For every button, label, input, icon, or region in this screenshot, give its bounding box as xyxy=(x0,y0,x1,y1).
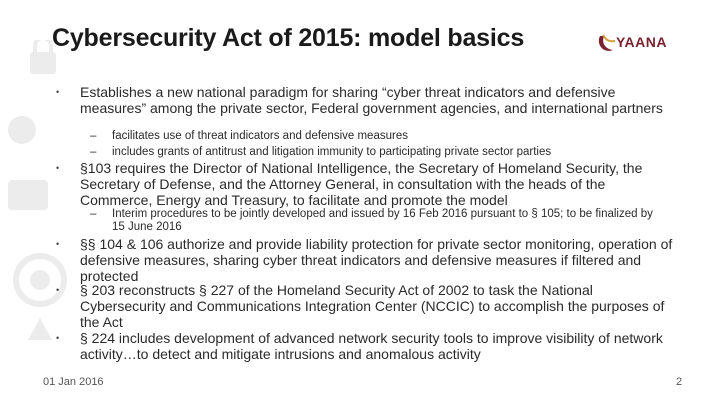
bullet-marker: • xyxy=(56,285,60,295)
decorative-side-icons xyxy=(0,40,78,370)
bullet-item xyxy=(56,282,680,330)
sub-bullet-marker: – xyxy=(90,208,97,220)
bullet-text: § 203 reconstructs § 227 of the Homeland Security Act of 2002 to task the National Cybersecurity and Communications Integration Center (NCCIC) to accomplish the purposes of the Act xyxy=(80,282,665,330)
globe-icon xyxy=(8,116,36,144)
sub-bullet-text: includes grants of antitrust and litigation immunity to participating private sector parties xyxy=(112,146,552,158)
bullet-item xyxy=(56,236,680,284)
logo-swoosh-icon xyxy=(597,32,617,54)
sub-bullet-item xyxy=(90,146,672,159)
bullet-text: §§ 104 & 106 authorize and provide liability protection for private sector monitoring, operation of defensive measures, sharing cyber threat indicators and defensive measures if filtered and protected xyxy=(80,236,673,284)
lock-icon xyxy=(30,52,56,74)
bullet-item xyxy=(56,330,680,362)
shield-icon xyxy=(8,180,48,210)
sub-bullet-marker: – xyxy=(90,130,97,142)
bullet-text: §103 requires the Director of National Intelligence, the Secretary of Homeland Security, the Secretary of Defense, and the Attorney General, in consultation with the heads of the Commerce, Energy and Treasury, to facilitate and promote the model xyxy=(80,160,643,208)
bullet-text: § 224 includes development of advanced network security tools to improve visibility of network activity…to detect and mitigate intrusions and anomalous activity xyxy=(80,330,663,362)
bullet-marker: • xyxy=(56,333,60,343)
sub-bullet-text: facilitates use of threat indicators and defensive measures xyxy=(112,130,408,142)
sub-bullet-text: Interim procedures to be jointly developed and issued by 16 Feb 2016 pursuant to § 105; to be finalized by 15 June 2016 xyxy=(112,208,653,233)
sub-bullet-marker: – xyxy=(90,146,97,158)
slide-title: Cybersecurity Act of 2015: model basics xyxy=(52,24,525,52)
sub-bullet-item xyxy=(90,208,667,234)
bullet-marker: • xyxy=(56,239,60,249)
logo-text: YAANA xyxy=(616,34,667,50)
footer-date: 01 Jan 2016 xyxy=(43,376,104,388)
flame-icon xyxy=(28,318,52,340)
bullet-marker: • xyxy=(56,163,60,173)
yaana-logo xyxy=(597,30,679,56)
bullet-marker: • xyxy=(56,87,60,97)
bullet-item xyxy=(56,84,680,116)
sub-bullet-item xyxy=(90,130,672,143)
page-number: 2 xyxy=(676,376,683,388)
bullet-item xyxy=(56,160,680,208)
bullet-text: Establishes a new national paradigm for sharing “cyber threat indicators and defensive measures” among the private sector, Federal government agencies, and international partners xyxy=(80,84,663,116)
